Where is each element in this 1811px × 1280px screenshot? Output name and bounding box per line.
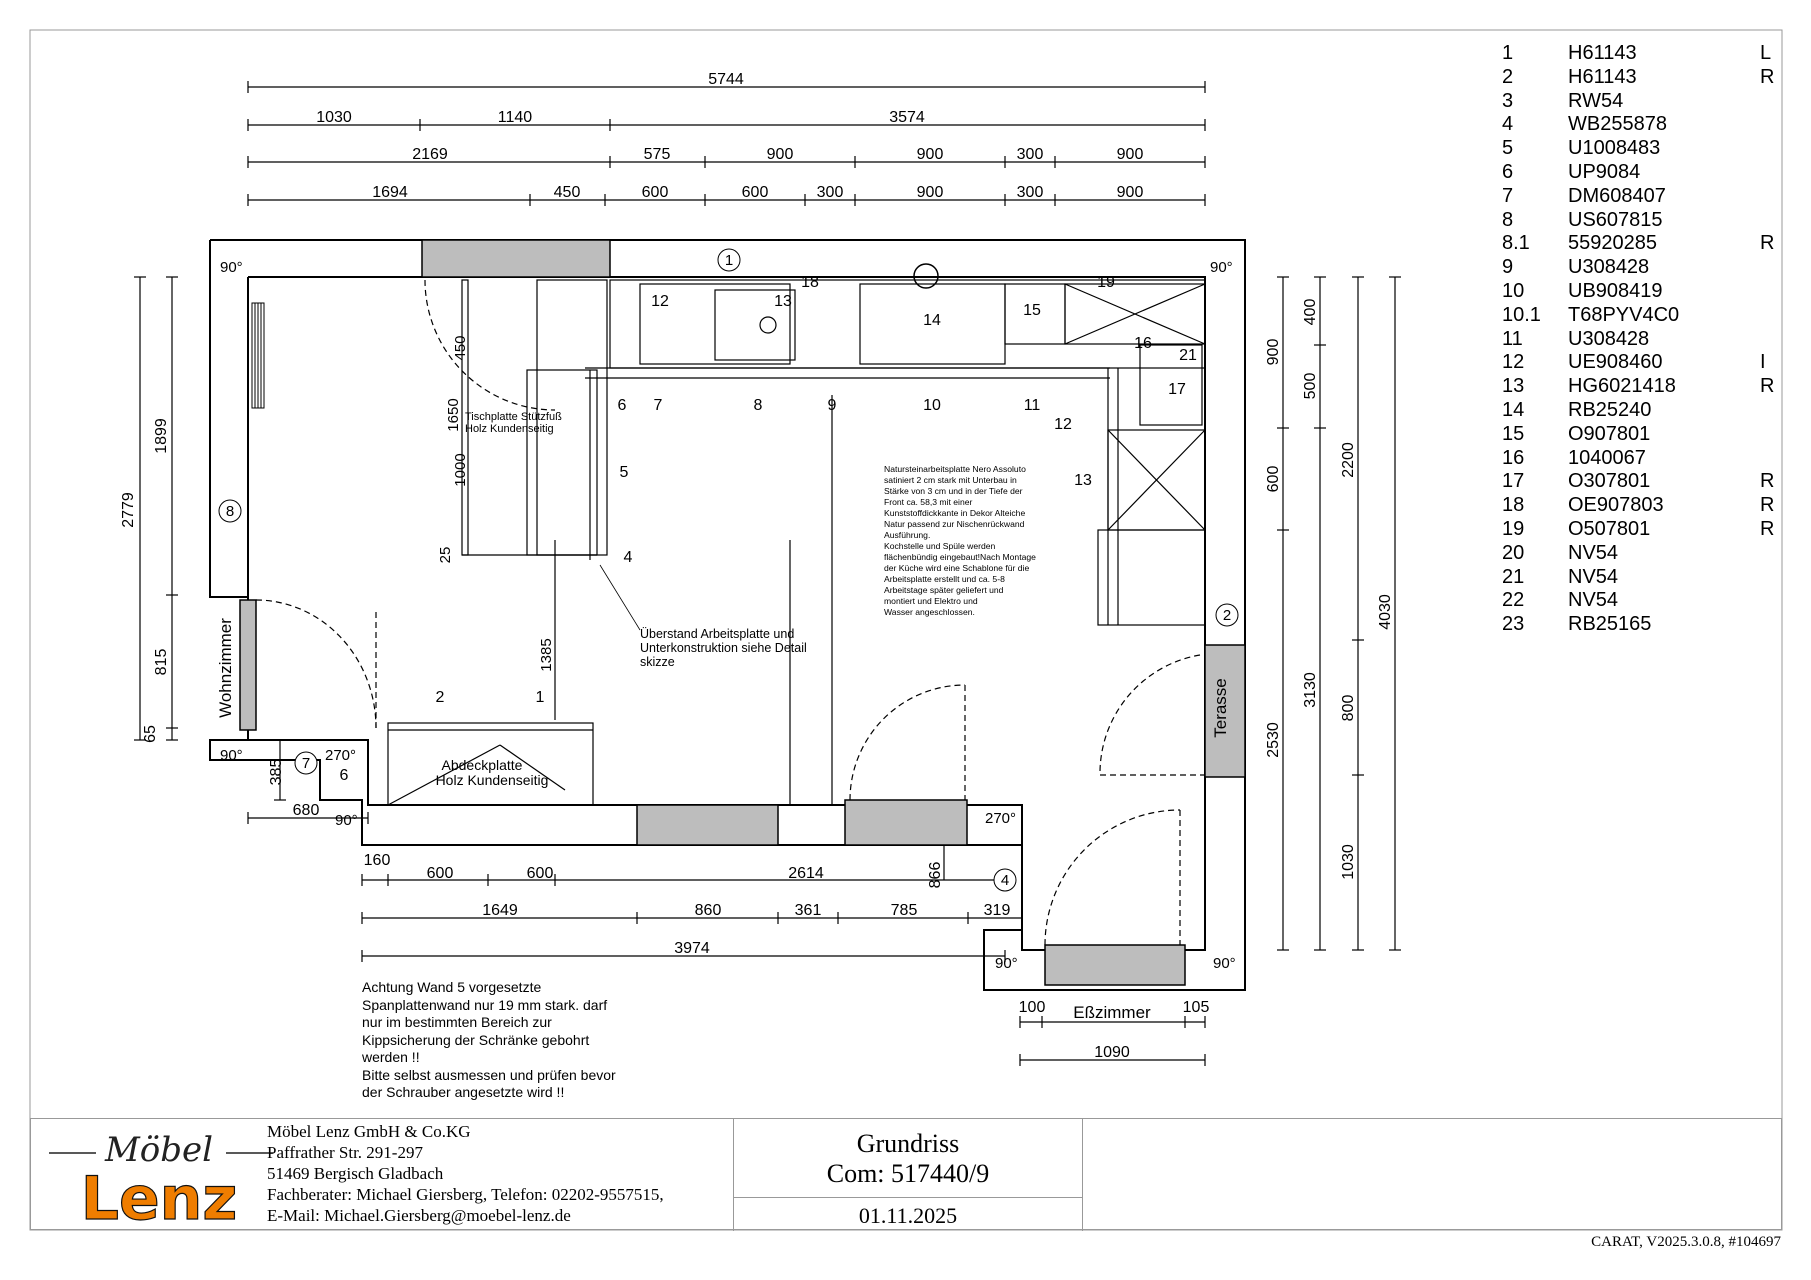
dim-bottom-600a: 600 (426, 865, 454, 882)
parts-list-num: 20 (1502, 541, 1525, 564)
dim-top-r2-3: 3574 (889, 109, 925, 126)
dim-left-815: 815 (153, 648, 170, 676)
wall-marker-8: 8 (225, 503, 235, 520)
dim-top-r4-4: 600 (741, 184, 769, 201)
parts-list-row (1502, 375, 1782, 399)
pos-15: 13 (774, 293, 792, 310)
dim-int-1650: 1650 (445, 398, 462, 432)
warning-note (362, 979, 692, 1102)
dim-int-25: 25 (437, 546, 454, 564)
dim-bottom-319: 319 (983, 902, 1011, 919)
parts-list-code: RW54 (1568, 89, 1624, 112)
pos-21: 19 (1097, 274, 1115, 291)
parts-list-side (1760, 328, 1782, 352)
parts-list-row (1502, 589, 1782, 613)
stone-note-13: montiert und Elektro und (884, 596, 978, 606)
parts-list-side (1760, 185, 1782, 209)
dim-right-400: 400 (1302, 298, 1319, 326)
dim-left-680: 680 (292, 802, 320, 819)
title-divider (734, 1197, 1082, 1198)
parts-list-num: 8 (1502, 208, 1514, 231)
parts-list-num: 1 (1502, 42, 1514, 64)
warning-line: Kippsicherung der Schränke gebohrt (362, 1031, 590, 1048)
parts-list-side (1760, 304, 1782, 328)
parts-list-code: RB25240 (1568, 398, 1652, 421)
parts-list-code: H61143 (1568, 65, 1637, 88)
parts-list-code: US607815 (1568, 208, 1663, 231)
dim-dining-100: 100 (1018, 999, 1046, 1016)
dim-left-65: 65 (142, 725, 159, 743)
parts-list-row (1502, 470, 1782, 494)
stone-note-8: Kochstelle und Spüle werden (884, 541, 996, 551)
stone-note-6: Natur passend zur Nischenrückwand (884, 519, 1025, 529)
parts-list-side (1760, 161, 1782, 185)
label-abdeck-1: Abdeckplatte (441, 757, 523, 773)
parts-list-row (1502, 232, 1782, 256)
dim-top-r3-6: 900 (1116, 146, 1144, 163)
dim-bottom-785: 785 (890, 902, 918, 919)
parts-list-row (1502, 304, 1782, 328)
parts-list-code: O307801 (1568, 470, 1651, 493)
parts-list-side (1760, 90, 1782, 114)
pos-9: 9 (827, 397, 837, 414)
parts-list-side (1760, 566, 1782, 590)
pos-1: 1 (535, 689, 545, 706)
parts-list-row (1502, 256, 1782, 280)
parts-list-num: 3 (1502, 89, 1514, 112)
stone-note-5: Kunststoffdickkante in Dekor Alteiche (884, 508, 1026, 518)
dim-bottom-1649: 1649 (482, 902, 518, 919)
company-city: 51469 Bergisch Gladbach (267, 1164, 444, 1183)
warning-line: der Schrauber angesetzte wird !! (362, 1084, 565, 1100)
commission-number: Com: 517440/9 (826, 1159, 990, 1188)
logo-main-text: Lenz (80, 1164, 238, 1227)
stone-note-14: Wasser angeschlossen. (884, 607, 975, 617)
dim-bottom-361: 361 (794, 902, 822, 919)
drawing-title: Grundriss (856, 1129, 960, 1158)
dim-top-r3-1: 2169 (412, 146, 448, 163)
parts-list-num: 15 (1502, 422, 1525, 445)
company-name: Möbel Lenz GmbH & Co.KG (267, 1122, 471, 1141)
parts-list-row (1502, 328, 1782, 352)
parts-list-num: 5 (1502, 137, 1514, 160)
parts-list-row (1502, 351, 1782, 375)
parts-list-num: 17 (1502, 470, 1525, 493)
dim-right-900: 900 (1265, 338, 1282, 366)
stone-note-9: flächenbündig eingebaut!Nach Montage (884, 552, 1036, 562)
dim-dining-105: 105 (1182, 999, 1210, 1016)
stone-note-7: Ausführung. (884, 530, 931, 540)
pos-16: 14 (923, 312, 941, 329)
parts-list-num: 4 (1502, 113, 1514, 136)
parts-list-code: DM608407 (1568, 184, 1666, 207)
parts-list-code: UE908460 (1568, 351, 1663, 374)
parts-list-code: UP9084 (1568, 160, 1641, 183)
parts-list-num: 11 (1502, 327, 1523, 350)
dim-left-385: 385 (268, 758, 285, 786)
parts-list-row (1502, 161, 1782, 185)
parts-list-code: U308428 (1568, 327, 1650, 350)
angle-b2: 90° (995, 955, 1018, 972)
dim-left-2779: 2779 (120, 492, 137, 528)
parts-list-side: I (1760, 351, 1766, 374)
parts-list-code: 55920285 (1568, 232, 1657, 255)
pos-17: 15 (1023, 302, 1041, 319)
parts-list-num: 7 (1502, 184, 1514, 207)
dim-top-r4-2: 450 (553, 184, 581, 201)
dim-bottom-866: 866 (927, 861, 944, 889)
pos-11: 11 (1023, 397, 1041, 414)
warning-line: Achtung Wand 5 vorgesetzte (362, 979, 542, 995)
parts-list-code: O907801 (1568, 422, 1651, 445)
dim-left-1899: 1899 (153, 418, 170, 454)
parts-list-code: U308428 (1568, 256, 1650, 279)
pos-12: 12 (1054, 416, 1072, 433)
company-advisor: Fachberater: Michael Giersberg, Telefon: 02202-9557515, (267, 1185, 664, 1204)
pos-14: 12 (651, 293, 669, 310)
parts-list-code: 1040067 (1568, 446, 1646, 469)
parts-list-code: H61143 (1568, 42, 1637, 64)
dim-right-500: 500 (1302, 372, 1319, 400)
dim-right-2530: 2530 (1265, 722, 1282, 758)
parts-list-num: 16 (1502, 446, 1525, 469)
wall-marker-2: 2 (1222, 607, 1232, 624)
dim-top-r2-2: 1140 (497, 109, 533, 126)
angle-tr: 90° (1210, 259, 1233, 276)
room-dining: Eßzimmer (1073, 1003, 1151, 1022)
software-version: CARAT, V2025.3.0.8, #104697 (1591, 1234, 1781, 1250)
room-terrace: Terasse (1211, 678, 1230, 738)
dim-bottom-2614: 2614 (788, 865, 824, 882)
parts-list-row (1502, 90, 1782, 114)
parts-list-num: 2 (1502, 65, 1514, 88)
parts-list-code: O507801 (1568, 517, 1651, 540)
warning-line: werden !! (362, 1049, 420, 1065)
parts-list-side (1760, 113, 1782, 137)
parts-list-num: 8.1 (1502, 232, 1530, 255)
parts-list-row (1502, 447, 1782, 471)
pos-10: 10 (923, 397, 941, 414)
parts-list-code: NV54 (1568, 541, 1619, 564)
parts-list-row (1502, 494, 1782, 518)
parts-list-num: 19 (1502, 517, 1525, 540)
pos-20: 18 (801, 274, 819, 291)
parts-list-side (1760, 256, 1782, 280)
parts-list-row (1502, 423, 1782, 447)
parts-list-row (1502, 66, 1782, 90)
parts-list-side: R (1760, 470, 1775, 493)
angle-l2: 270° (325, 747, 357, 764)
parts-list-side (1760, 542, 1782, 566)
parts-list-num: 10.1 (1502, 303, 1541, 326)
parts-list-num: 21 (1502, 565, 1525, 588)
dim-top-r4-6: 900 (916, 184, 944, 201)
hob-circle (760, 317, 776, 333)
parts-list-code: NV54 (1568, 589, 1619, 612)
parts-list-row (1502, 137, 1782, 161)
warning-line: Bitte selbst ausmessen und prüfen bevor (362, 1066, 616, 1083)
pos-5: 5 (619, 464, 629, 481)
dim-right-600: 600 (1265, 465, 1282, 493)
company-street: Paffrather Str. 291-297 (267, 1143, 423, 1162)
pos-7: 7 (653, 397, 663, 414)
parts-list-side (1760, 613, 1782, 637)
dim-top-r3-5: 300 (1016, 146, 1044, 163)
dim-top-r3-2: 575 (643, 146, 671, 163)
title-block (30, 1118, 1782, 1230)
dim-top-r4-8: 900 (1116, 184, 1144, 201)
pos-13: 13 (1074, 472, 1092, 489)
parts-list-side: R (1760, 375, 1775, 398)
parts-list-code: RB25165 (1568, 613, 1652, 636)
angle-b1: 270° (985, 810, 1017, 827)
pos-23: 21 (1179, 347, 1197, 364)
dim-bottom-160: 160 (363, 852, 391, 869)
parts-list-num: 10 (1502, 279, 1525, 302)
parts-list-num: 18 (1502, 494, 1525, 517)
stone-note-3: Stärke von 3 cm und in der Tiefe der (884, 486, 1023, 496)
kitchen-cabinets (462, 280, 1205, 625)
warning-line: nur im bestimmten Bereich zur (362, 1014, 552, 1030)
parts-list-side (1760, 137, 1782, 161)
parts-list-side: R (1760, 517, 1775, 540)
pos-6b: 6 (339, 767, 349, 784)
dim-top-r4-3: 600 (641, 184, 669, 201)
stone-note-12: Arbeitstage später geliefert und (884, 585, 1004, 595)
parts-list-num: 14 (1502, 398, 1525, 421)
dim-bottom-860: 860 (694, 902, 722, 919)
parts-list-side (1760, 589, 1782, 613)
dim-bottom-3974: 3974 (674, 940, 710, 957)
leader-line (600, 565, 640, 630)
pos-6: 6 (617, 397, 627, 414)
parts-list-side (1760, 447, 1782, 471)
stone-note-4: Front ca. 58,3 mit einer (884, 497, 973, 507)
dim-top-r3-4: 900 (916, 146, 944, 163)
parts-list-row (1502, 42, 1782, 66)
label-ueberstand-1: Überstand Arbeitsplatte und (640, 627, 795, 641)
dim-top-total: 5744 (708, 71, 744, 88)
dim-right-4030: 4030 (1377, 594, 1394, 630)
pos-2: 2 (435, 689, 445, 706)
parts-list-row (1502, 209, 1782, 233)
dim-bottom-600b: 600 (526, 865, 554, 882)
company-address (267, 1121, 664, 1226)
parts-list-side: R (1760, 232, 1775, 255)
parts-list-code: U1008483 (1568, 137, 1661, 160)
label-tischplatte-2: Holz Kundenseitig (465, 423, 554, 435)
dim-right-1030: 1030 (1340, 844, 1357, 880)
parts-list-side: R (1760, 65, 1775, 88)
dim-int-1000: 1000 (452, 453, 469, 487)
parts-list-row (1502, 399, 1782, 423)
parts-list-row (1502, 113, 1782, 137)
parts-list-side (1760, 399, 1782, 423)
wall-markers (219, 249, 1238, 891)
parts-list-row (1502, 185, 1782, 209)
parts-list-row (1502, 542, 1782, 566)
stone-note-1: Natursteinarbeitsplatte Nero Assoluto (884, 464, 1026, 474)
parts-list-code: WB255878 (1568, 113, 1667, 136)
windows (240, 240, 1245, 985)
drawing-title-box (733, 1119, 1083, 1231)
parts-list-code: NV54 (1568, 565, 1619, 588)
dim-right-800: 800 (1340, 694, 1357, 722)
dim-top-r3-3: 900 (766, 146, 794, 163)
parts-list-num: 23 (1502, 613, 1525, 636)
label-tischplatte-1: Tischplatte Stützfuß (465, 411, 562, 423)
parts-list-num: 9 (1502, 256, 1514, 279)
stone-note-10: der Küche wird eine Schablone für die (884, 563, 1030, 573)
drawing-date: 01.11.2025 (858, 1203, 958, 1228)
pos-19: 17 (1168, 381, 1186, 398)
angle-l1: 90° (220, 747, 243, 764)
room-living: Wohnzimmer (216, 618, 235, 718)
label-abdeck-2: Holz Kundenseitig (435, 772, 549, 788)
left-dimensions (134, 277, 368, 824)
angle-tl: 90° (220, 259, 243, 276)
label-ueberstand-3: skizze (640, 655, 675, 669)
dim-int-450: 450 (452, 335, 469, 361)
wall-marker-7: 7 (301, 755, 311, 772)
parts-list-num: 13 (1502, 375, 1525, 398)
company-email: E-Mail: Michael.Giersberg@moebel-lenz.de (267, 1206, 571, 1225)
radiator (252, 303, 264, 408)
dim-int-1385: 1385 (538, 638, 555, 672)
warning-line: Spanplattenwand nur 19 mm stark. darf (362, 996, 608, 1013)
parts-list-num: 12 (1502, 351, 1525, 374)
stone-note-2: satiniert 2 cm stark mit Unterbau in (884, 475, 1017, 485)
parts-list-row (1502, 566, 1782, 590)
pos-8: 8 (753, 397, 763, 414)
parts-list-num: 22 (1502, 589, 1525, 612)
parts-list-side (1760, 209, 1782, 233)
pos-18: 16 (1134, 335, 1152, 352)
label-ueberstand-2: Unterkonstruktion siehe Detail (640, 641, 807, 655)
parts-list-num: 6 (1502, 160, 1514, 183)
logo-top-text: Möbel (104, 1130, 214, 1170)
walls (210, 240, 1245, 990)
dim-right-2200: 2200 (1340, 442, 1357, 478)
parts-list (1502, 42, 1782, 637)
parts-list-row (1502, 280, 1782, 304)
parts-list-side: R (1760, 494, 1775, 517)
parts-list-row (1502, 613, 1782, 637)
wall-marker-1: 1 (724, 252, 734, 269)
company-logo (41, 1121, 281, 1227)
dim-dining-1090: 1090 (1094, 1044, 1130, 1061)
dim-top-r4-7: 300 (1016, 184, 1044, 201)
parts-list-side: L (1760, 42, 1772, 64)
dim-right-3130: 3130 (1302, 672, 1319, 708)
parts-list-code: OE907803 (1568, 494, 1664, 517)
parts-list-code: T68PYV4C0 (1568, 303, 1680, 326)
parts-list-code: UB908419 (1568, 279, 1663, 302)
parts-list-code: HG6021418 (1568, 375, 1676, 398)
pos-4: 4 (623, 549, 633, 566)
dim-top-r4-5: 300 (816, 184, 844, 201)
parts-list-row (1502, 518, 1782, 542)
stone-note-11: Arbeitsplatte erstellt und ca. 5-8 (884, 574, 1005, 584)
angle-l3: 90° (335, 812, 358, 829)
parts-list-side (1760, 423, 1782, 447)
dim-top-r2-1: 1030 (316, 109, 352, 126)
dim-top-r4-1: 1694 (372, 184, 408, 201)
parts-list-side (1760, 280, 1782, 304)
angle-b3: 90° (1213, 955, 1236, 972)
wall-marker-4: 4 (1000, 872, 1010, 889)
